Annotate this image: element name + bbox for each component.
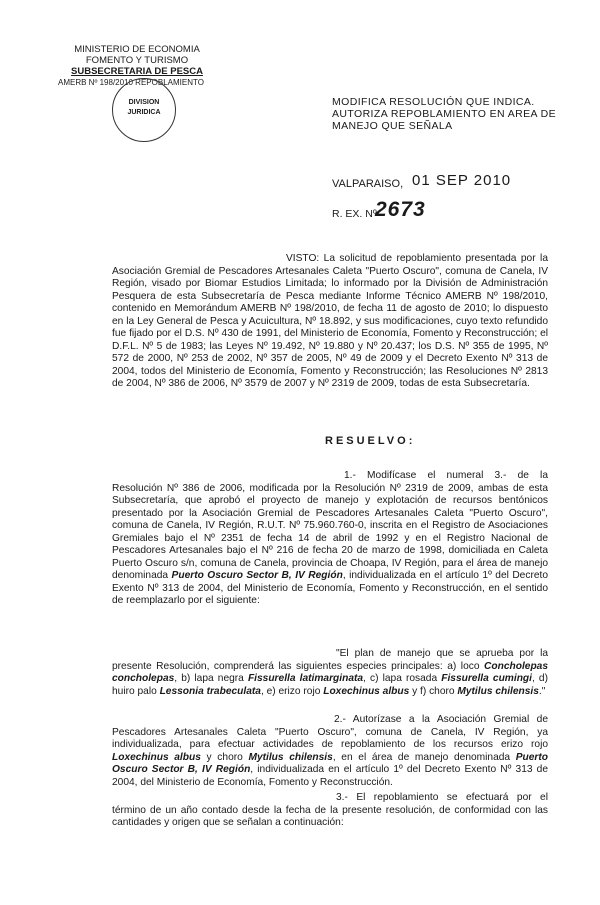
date-stamp: 01 SEP 2010 bbox=[412, 172, 512, 189]
quote-text: , e) erizo rojo bbox=[260, 685, 324, 697]
quote-text: , c) lapa rosada bbox=[363, 673, 442, 684]
quote-text: ." bbox=[538, 685, 546, 697]
stamp-line-1: DIVISION bbox=[128, 99, 160, 106]
area-name: Puerto Oscuro Sector B, IV Región bbox=[112, 751, 548, 775]
ministry-name-2: FOMENTO Y TURISMO bbox=[85, 55, 189, 66]
quote-text: , b) lapa negra bbox=[174, 673, 248, 684]
article-2-text: y choro bbox=[200, 751, 249, 763]
species-name: Loxechinus albus bbox=[323, 685, 410, 697]
species-name: Mytilus chilensis bbox=[457, 685, 539, 697]
subsecretaria-name: SUBSECRETARIA DE PESCA bbox=[71, 66, 203, 77]
quote-text: , d) huiro palo bbox=[112, 673, 548, 697]
species-name: Fissurella latimarginata bbox=[247, 673, 364, 684]
division-juridica-stamp bbox=[112, 78, 176, 142]
article-1-text: 1.- Modifícase el numeral 3.- de la Resolución Nº 386 de 2006, modificada por la Resolución Nº 2319 de 2009, ambas de esta Subsecretaría, que aprobó el proyecto de manejo y explotación de recursos bentónicos presentado por la Asociación Gremial de Pescadores Artesanales Caleta "Puerto Oscuro", comuna de Canela, IV Región, R.U.T. Nº 75.960.760-0, inscrita en el Registro de Asociaciones Gremiales bajo el Nº 2351 de fecha 14 de abril de 1992 y en el Registro Nacional de Pescadores Artesanales bajo el Nº 216 de fecha 20 de marzo de 1998, domiciliada en Caleta Puerto Oscuro s/n, comuna de Canela, provincia de Choapa, IV Región, para el área de manejo denominada bbox=[112, 470, 548, 581]
place-label: VALPARAISO, bbox=[332, 178, 404, 190]
article-3-paragraph: 3.- El repoblamiento se efectuará por el término de un año contado desde la fecha de la presente resolución, de conformidad con las cantidades y origen que se señalan a continuación: bbox=[112, 792, 548, 828]
article-1-paragraph bbox=[112, 470, 548, 608]
area-name: Puerto Oscuro Sector B, IV Región bbox=[171, 570, 343, 581]
species-name: Concholepas concholepas bbox=[112, 660, 548, 684]
article-1-text-end: , individualizada en el artículo 1º del Decreto Exento Nº 313 de 2004, del Ministerio de Economía, Fomento y Reconstrucción, en el sentido de reemplazarlo por el siguiente: bbox=[112, 570, 548, 606]
resolution-number: 2673 bbox=[375, 198, 426, 221]
species-name: Loxechinus albus bbox=[112, 751, 201, 763]
article-2-text: , individualizada en el artículo 1º del Decreto Exento Nº 313 de 2004, del Ministerio de Economía, Fomento y Reconstrucción. bbox=[112, 764, 548, 788]
article-2-paragraph bbox=[112, 714, 548, 789]
quote-text: y f) choro bbox=[409, 685, 458, 697]
stamp-line-2: JURIDICA bbox=[127, 109, 161, 116]
visto-paragraph: VISTO: La solicitud de repoblamiento presentada por la Asociación Gremial de Pescadores Artesanales Caleta "Puerto Oscuro", comuna de Canela, IV Región, visado por Biomar Estudios Limitada; lo informado por la División de Administración Pesquera de esta Subsecretaría de Pesca mediante Informe Técnico AMERB Nº 198/2010, contenido en Memorándum AMERB Nº 198/2010, de fecha 11 de agosto de 2010; lo dispuesto en la Ley General de Pesca y Acuicultura, Nº 18.892, y sus modificaciones, cuyo texto refundido fue fijado por el D.S. Nº 430 de 1991, del Ministerio de Economía, Fomento y Reconstrucción; el D.F.L. Nº 5 de 1983; las Leyes Nº 19.492, Nº 19.880 y Nº 20.437; los D.S. Nº 355 de 1995, Nº 572 de 2000, Nº 253 de 2002, Nº 357 de 2005, Nº 49 de 2009 y el Decreto Exento Nº 313 de 2004, todos del Ministerio de Economía, Fomento y Reconstrucción; las Resoluciones Nº 2813 de 2004, Nº 386 de 2006, Nº 3579 de 2007 y Nº 2319 de 2009, todas de esta Subsecretaría. bbox=[112, 253, 548, 389]
resuelvo-heading: RESUELVO: bbox=[325, 435, 416, 447]
article-2-text: 2.- Autorízase a la Asociación Gremial de Pescadores Artesanales Caleta "Puerto Oscuro", comuna de Canela, IV Región, ya individualizada, para efectuar actividades de repoblamiento de los recursos erizo rojo bbox=[112, 714, 548, 750]
reference-code: AMERB Nº 198/2010 REPOBLAMIENTO bbox=[58, 78, 204, 87]
species-name: Mytilus chilensis bbox=[248, 751, 333, 763]
resolution-label: R. EX. Nº bbox=[332, 208, 377, 220]
ministry-name: MINISTERIO DE ECONOMIA bbox=[74, 44, 200, 55]
species-quote-paragraph bbox=[112, 648, 548, 698]
article-2-text: , en el área de manejo denominada bbox=[332, 751, 516, 763]
species-name: Lessonia trabeculata bbox=[159, 685, 261, 697]
document-subject: MODIFICA RESOLUCIÓN QUE INDICA. AUTORIZA REPOBLAMIENTO EN AREA DE MANEJO QUE SEÑALA bbox=[332, 96, 557, 132]
species-name: Fissurella cumingi bbox=[441, 673, 532, 684]
quote-text: "El plan de manejo que se aprueba por la presente Resolución, comprenderá las siguientes especies principales: a) loco bbox=[112, 648, 548, 672]
